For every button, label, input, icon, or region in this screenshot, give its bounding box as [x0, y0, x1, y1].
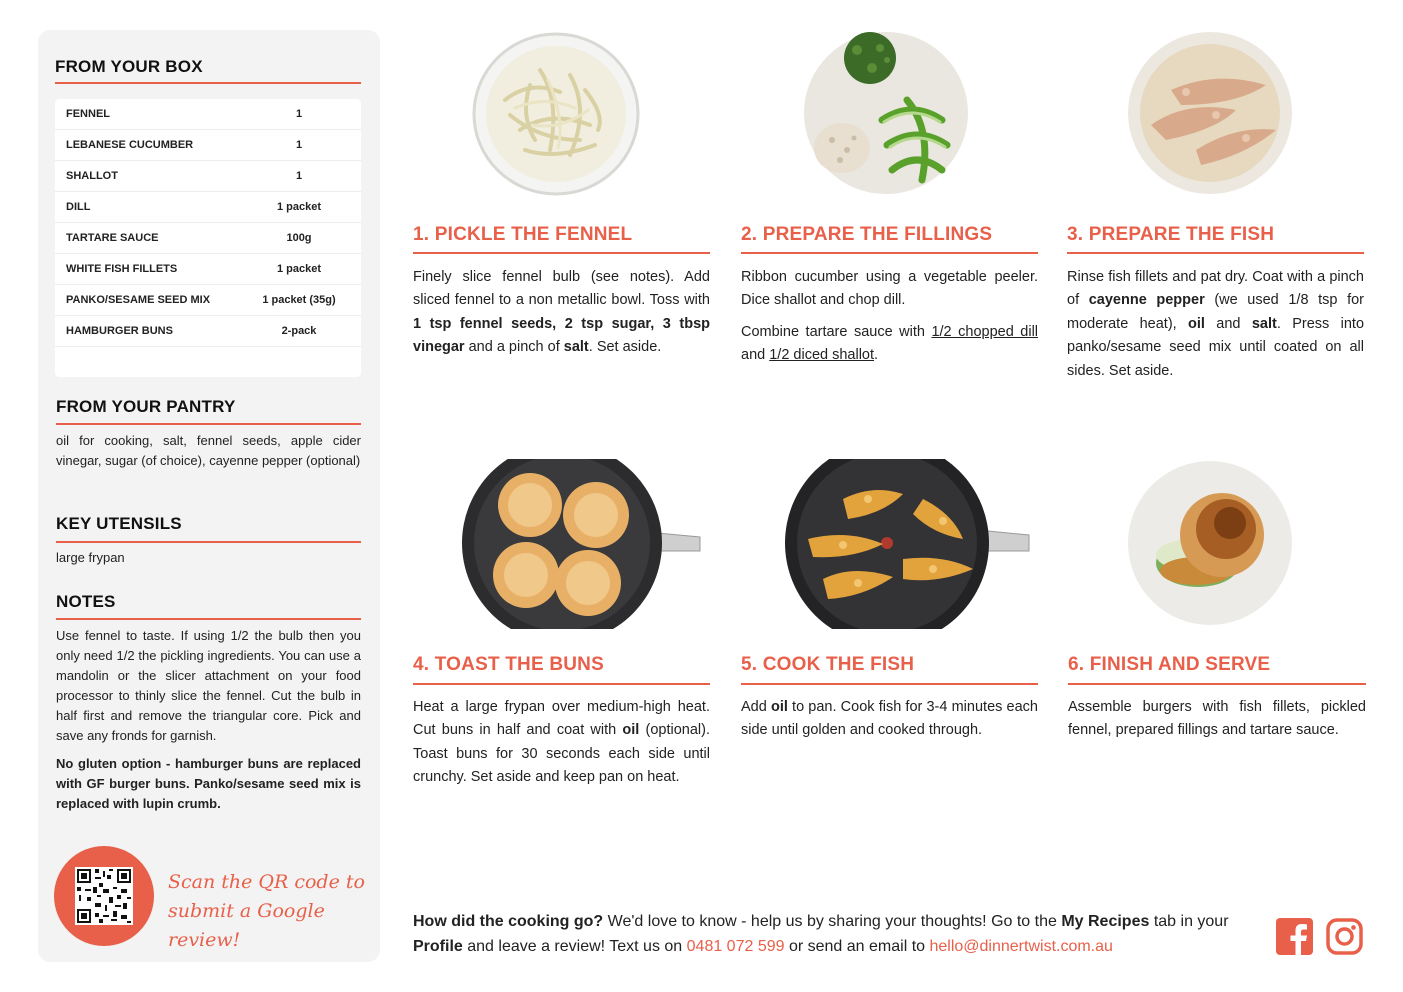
ingredient-qty: 1 — [295, 108, 303, 120]
ingredient-qty: 1 packet — [276, 263, 322, 275]
step-title: 1. PICKLE THE FENNEL — [413, 224, 633, 245]
qr-cta-line2: submit a Google review! — [168, 900, 325, 951]
ingredient-qty: 1 packet — [276, 201, 322, 213]
ingredients-table — [55, 99, 361, 377]
divider — [413, 252, 710, 254]
burger-photo — [1126, 459, 1294, 627]
ingredient-qty: 1 — [295, 139, 303, 151]
table-row — [55, 254, 361, 285]
divider — [56, 423, 361, 425]
table-row — [55, 285, 361, 316]
step-title: 6. FINISH AND SERVE — [1068, 654, 1271, 675]
pantry-heading: FROM YOUR PANTRY — [56, 397, 236, 416]
ingredient-name: SHALLOT — [66, 170, 118, 182]
coated-fish-photo — [1126, 30, 1294, 196]
cooking-fish-photo — [783, 459, 1033, 629]
instagram-icon[interactable] — [1326, 918, 1363, 955]
ingredient-name: WHITE FISH FILLETS — [66, 263, 178, 275]
qr-cta-text — [168, 868, 368, 955]
ingredient-name: LEBANESE CUCUMBER — [66, 139, 194, 151]
ingredient-qty: 1 packet (35g) — [262, 294, 336, 306]
ingredient-qty: 1 — [295, 170, 303, 182]
toasted-buns-photo — [462, 459, 704, 629]
ingredient-qty: 100g — [286, 232, 312, 244]
table-row — [55, 161, 361, 192]
divider — [1067, 252, 1364, 254]
pantry-text: oil for cooking, salt, fennel seeds, apple cider vinegar, sugar (of choice), cayenne pepper (optional) — [56, 433, 361, 468]
divider — [56, 618, 361, 620]
step-1-text: Finely slice fennel bulb (see notes). Add sliced fennel to a non metallic bowl. Toss with 1 tsp fennel seeds, 2 tsp sugar, 3 tbsp vinegar and a pinch of salt. Set aside. — [413, 269, 710, 356]
table-row — [55, 316, 361, 347]
utensils-heading: KEY UTENSILS — [56, 514, 182, 533]
fillings-photo — [802, 30, 970, 196]
step-3-text: Rinse fish fillets and pat dry. Coat with a pinch of cayenne pepper (we used 1/8 tsp for moderate heat), oil and salt. Press into panko/sesame seed mix until coated on all sides. Set aside. — [1067, 269, 1365, 379]
step-title: 3. PREPARE THE FISH — [1067, 224, 1275, 245]
divider — [741, 252, 1038, 254]
step-4-text: Heat a large frypan over medium-high heat. Cut buns in half and coat with oil (optional). Toast buns for 30 seconds each side until crunchy. Set aside and keep pan on heat. — [413, 699, 710, 786]
ingredient-name: HAMBURGER BUNS — [66, 325, 173, 337]
step-5-text: Add oil to pan. Cook fish for 3-4 minutes each side until golden and cooked through. — [741, 699, 1038, 739]
sidebar — [38, 30, 380, 962]
divider — [56, 541, 361, 543]
qr-badge[interactable] — [54, 846, 154, 946]
qr-cta-line1: Scan the QR code to — [168, 871, 365, 893]
table-row — [55, 130, 361, 161]
notes-text: Use fennel to taste. If using 1/2 the bulb then you only need 1/2 the pickling ingredients. You can use a mandolin or the slicer attachment on your food processor to thinly slice the fennel. Cut the bulb in half first and remove the triangular core. Pick and save any fronds for garnish. — [56, 628, 361, 743]
from-your-box-heading: FROM YOUR BOX — [55, 57, 203, 76]
qr-code[interactable] — [75, 867, 133, 925]
ingredient-name: DILL — [66, 201, 91, 213]
gluten-note: No gluten option - hamburger buns are replaced with GF burger buns. Panko/sesame seed mix is replaced with lupin crumb. — [56, 756, 361, 811]
review-prompt: How did the cooking go? We'd love to know - help us by sharing your thoughts! Go to the My Recipes tab in your Profile and leave a review! Text us on 0481 072 599 or send an email to hello@dinnertwist.com.au — [413, 913, 1229, 955]
table-row — [55, 99, 361, 130]
step-title: 4. TOAST THE BUNS — [413, 654, 604, 675]
divider — [55, 82, 361, 84]
step-title: 2. PREPARE THE FILLINGS — [741, 224, 993, 245]
ingredient-name: PANKO/SESAME SEED MIX — [66, 294, 211, 306]
step-2-text: Ribbon cucumber using a vegetable peeler. Dice shallot and chop dill. Combine tartare sauce with 1/2 chopped dill and 1/2 diced shallot. — [741, 269, 1039, 364]
table-row — [55, 223, 361, 254]
step-title: 5. COOK THE FISH — [741, 654, 915, 675]
divider — [741, 683, 1038, 685]
table-row — [55, 192, 361, 223]
divider — [1068, 683, 1366, 685]
notes-heading: NOTES — [56, 592, 116, 611]
pickled-fennel-photo — [470, 30, 642, 198]
ingredient-name: FENNEL — [66, 108, 110, 120]
phone-link[interactable]: 0481 072 599 — [686, 938, 785, 955]
divider — [413, 683, 710, 685]
email-link[interactable]: hello@dinnertwist.com.au — [929, 938, 1113, 955]
step-6-text: Assemble burgers with fish fillets, pickled fennel, prepared fillings and tartare sauce. — [1068, 699, 1366, 739]
ingredient-name: TARTARE SAUCE — [66, 232, 159, 244]
utensils-text: large frypan — [56, 550, 125, 565]
facebook-icon[interactable] — [1276, 918, 1313, 955]
ingredient-qty: 2-pack — [281, 325, 317, 337]
